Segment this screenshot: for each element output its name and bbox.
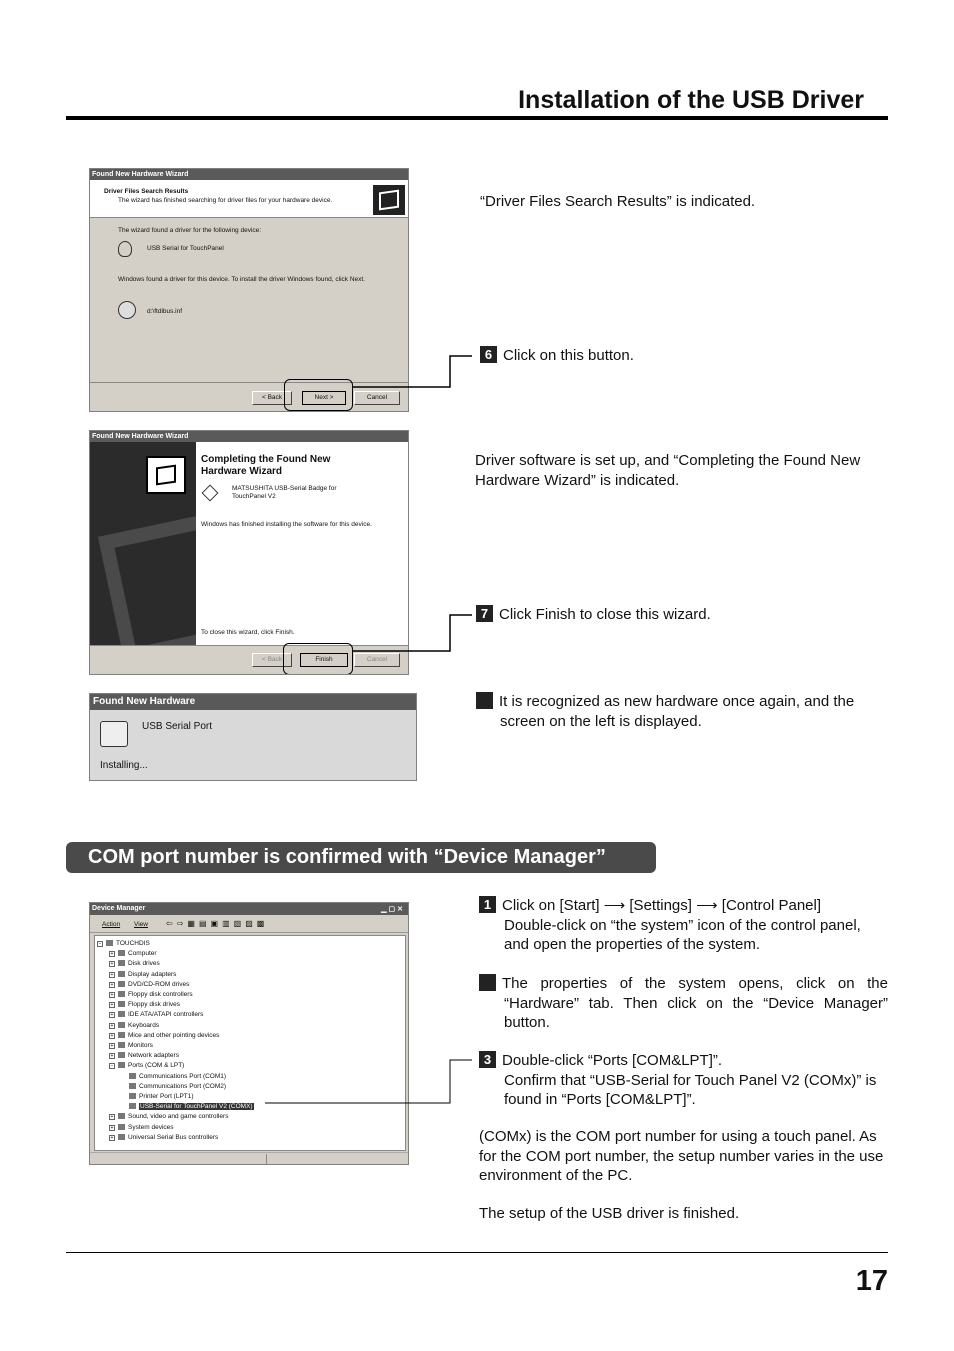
menu-view[interactable]: View [134, 921, 148, 928]
tree-label: Printer Port (LPT1) [139, 1093, 194, 1100]
tree-label: Ports (COM & LPT) [128, 1062, 185, 1070]
device-category-icon [118, 1042, 125, 1048]
tree-label: Sound, video and game controllers [128, 1113, 229, 1121]
device-name: USB Serial Port [142, 721, 213, 732]
tree-item[interactable] [109, 970, 176, 979]
cancel-button[interactable]: Cancel [354, 391, 400, 405]
device-category-icon [118, 1001, 125, 1007]
tree-root[interactable] [97, 939, 150, 948]
window-title-text: Device Manager [92, 905, 146, 912]
step-number: 7 [476, 605, 493, 622]
tree-port-item[interactable] [129, 1082, 226, 1091]
install-line: Windows found a driver for this device. To install the driver Windows found, click Next. [118, 276, 365, 283]
device-category-icon [129, 1103, 136, 1109]
window-title: Found New Hardware Wizard [90, 431, 408, 442]
question-device-icon [118, 241, 132, 257]
device-name: MATSUSHITA USB-Serial Badge for TouchPanel V2 [232, 485, 337, 500]
arrow-right-icon: ⟶ [603, 897, 626, 914]
cancel-button[interactable]: Cancel [354, 653, 400, 667]
screenshot-completing-wizard [89, 430, 409, 675]
status-text: Installing... [100, 760, 148, 771]
tree-item[interactable] [109, 1051, 179, 1060]
found-line: The wizard found a driver for the following device: [118, 227, 262, 234]
window-title: Found New Hardware [90, 694, 416, 710]
page-number: 17 [855, 1265, 888, 1297]
tree-item[interactable] [109, 959, 160, 968]
tree-label: Disk drives [128, 960, 160, 968]
tree-item[interactable] [109, 1112, 228, 1121]
settings-label: [Settings] [629, 897, 692, 914]
control-panel-label: [Control Panel] [721, 897, 822, 914]
title-rule [66, 116, 888, 120]
step-text: It is recognized as new hardware once again, and the screen on the left is displayed. [499, 693, 855, 730]
expand-icon[interactable]: + [110, 1012, 114, 1019]
separator [90, 645, 409, 646]
tree-label: Monitors [128, 1042, 153, 1049]
expand-icon[interactable]: + [110, 1022, 114, 1029]
device-category-icon [118, 950, 125, 956]
tree-label: DVD/CD-ROM drives [128, 980, 190, 988]
step-text: Click on this button. [503, 347, 634, 364]
device-category-icon [118, 1113, 125, 1119]
device-category-icon [118, 960, 125, 966]
step-number: 3 [479, 1051, 496, 1068]
tree-label: Display adapters [128, 970, 177, 978]
driver-file: d:\ftdibus.inf [147, 308, 183, 315]
driver-setup-text: Driver software is set up, and “Completing the Found New Hardware Wizard” is indicated. [475, 452, 861, 489]
hardware-icon [373, 185, 405, 215]
back-button[interactable]: < Back [252, 391, 292, 405]
next-button[interactable]: Next > [302, 391, 346, 405]
step-1-detail: Double-click on “the system” icon of the control panel, and open the properties of the system. [504, 916, 861, 953]
step-text: The properties of the system opens, click on the “Hardware” tab. Then click on the “Device Manager” button. [502, 975, 888, 1031]
device-category-icon [118, 1011, 125, 1017]
step-number: 2 [479, 974, 496, 991]
tree-label: Floppy disk drives [128, 1001, 181, 1009]
device-category-icon [118, 1134, 125, 1140]
step-number: 6 [480, 346, 497, 363]
footer-rule [66, 1252, 888, 1253]
tree-port-item[interactable] [129, 1102, 254, 1111]
expand-icon[interactable]: + [110, 1032, 114, 1039]
tree-item[interactable] [109, 1133, 218, 1142]
wizard-subheading: The wizard has finished searching for driver files for your hardware device. [118, 197, 333, 204]
next-button-highlight [284, 379, 353, 411]
wizard-heading: Completing the Found New Hardware Wizard [201, 454, 331, 477]
expand-icon[interactable]: + [110, 1124, 114, 1131]
window-title [90, 903, 408, 915]
tree-label: Network adapters [128, 1052, 179, 1060]
expand-icon[interactable]: − [98, 941, 102, 947]
tree-item[interactable] [109, 980, 189, 989]
step-text: Double-click “Ports [COM&LPT]”. [502, 1052, 723, 1069]
close-line: To close this wizard, click Finish. [201, 629, 295, 636]
device-category-icon [118, 1022, 125, 1028]
back-button[interactable]: < Back [252, 653, 292, 667]
finish-button-highlight [283, 643, 353, 675]
separator [90, 382, 409, 383]
device-category-icon [118, 1052, 125, 1058]
device-category-icon [118, 981, 125, 987]
expand-icon[interactable]: + [110, 1114, 114, 1121]
window-controls-icon: ▁▢✕ [381, 906, 405, 913]
tree-label: Mice and other pointing devices [128, 1031, 220, 1039]
expand-icon[interactable]: + [110, 971, 114, 978]
section-header: COM port number is confirmed with “Device Manager” [66, 842, 656, 873]
device-category-icon [118, 1032, 125, 1038]
tree-item[interactable] [109, 949, 157, 958]
expand-icon[interactable]: + [110, 961, 114, 968]
tree-item[interactable] [109, 1010, 203, 1019]
finished-note: The setup of the USB driver is finished. [479, 1205, 740, 1222]
finished-line: Windows has finished installing the software for this device. [201, 521, 372, 528]
device-name: USB Serial for TouchPanel [147, 245, 224, 252]
cd-icon [118, 301, 136, 319]
device-category-icon [118, 1062, 125, 1068]
start-label: Click on [Start] [502, 897, 600, 914]
serial-port-icon [100, 721, 128, 747]
tree-item[interactable] [109, 1021, 159, 1030]
tree-port-item[interactable] [129, 1092, 194, 1101]
tree-label: System devices [128, 1123, 174, 1131]
step-text: Click Finish to close this wizard. [499, 606, 711, 623]
window-title: Found New Hardware Wizard [90, 169, 408, 180]
tree-label: Communications Port (COM1) [139, 1072, 227, 1080]
tree-label: TOUCHDIS [116, 940, 150, 947]
device-category-icon [106, 940, 113, 946]
page-title: Installation of the USB Driver [518, 86, 864, 114]
tree-label: Floppy disk controllers [128, 991, 193, 998]
expand-icon[interactable]: + [110, 1002, 114, 1009]
tree-label: USB-Serial for TouchPanel V2 (COMX) [140, 1103, 253, 1111]
arrow-right-icon: ⟶ [696, 897, 718, 914]
device-category-icon [118, 991, 125, 997]
screenshot-found-new-hardware [89, 693, 417, 781]
expand-icon[interactable]: + [110, 992, 114, 998]
step-6 [480, 346, 888, 366]
toolbar [90, 915, 408, 933]
tree-item[interactable] [109, 1000, 180, 1009]
tree-label: IDE ATA/ATAPI controllers [128, 1011, 204, 1019]
section-step-1 [479, 896, 888, 955]
step-number: 1 [479, 896, 496, 913]
device-category-icon [129, 1073, 136, 1079]
tree-port-item[interactable] [129, 1072, 226, 1081]
tree-item[interactable] [109, 990, 193, 999]
toolbar-icons[interactable]: ⇦⇨▦▤▣▥▧▨▩ [166, 919, 269, 928]
tree-label: Communications Port (COM2) [139, 1082, 227, 1090]
expand-icon[interactable]: − [110, 1063, 114, 1070]
screenshot-driver-search-results [89, 168, 409, 412]
tree-item[interactable] [109, 1123, 174, 1132]
step-3-detail: Confirm that “USB-Serial for Touch Panel V2 (COMx)” is found in “Ports [COM&LPT]”. [504, 1071, 877, 1108]
step-7 [476, 605, 888, 625]
wizard-heading: Driver Files Search Results [104, 188, 189, 195]
search-results-text: “Driver Files Search Results” is indicated. [480, 193, 756, 210]
expand-icon[interactable]: + [110, 951, 114, 958]
wizard-header [90, 180, 409, 218]
device-category-icon [118, 1124, 125, 1130]
wizard-icon [146, 456, 186, 494]
menu-action[interactable]: Action [102, 921, 121, 928]
section-step-2 [471, 974, 888, 1033]
device-diamond-icon [202, 485, 219, 502]
section-step-3 [479, 1051, 888, 1110]
device-category-icon [118, 971, 125, 977]
tree-item[interactable] [109, 1041, 153, 1050]
tree-item[interactable] [109, 1031, 219, 1040]
wizard-side-banner [90, 442, 196, 645]
step-8 [468, 692, 888, 731]
device-category-icon [129, 1093, 136, 1099]
expand-icon[interactable]: + [110, 981, 114, 988]
device-category-icon [129, 1083, 136, 1089]
screenshot-device-manager [89, 902, 409, 1165]
tree-label: Universal Serial Bus controllers [128, 1133, 219, 1141]
tree-item[interactable] [109, 1061, 184, 1070]
expand-icon[interactable]: + [110, 1043, 114, 1049]
device-tree [94, 935, 406, 1151]
com-note: (COMx) is the COM port number for using a touch panel. As for the COM port number, the setup number varies in the use environment of the PC. [479, 1128, 884, 1184]
tree-label: Keyboards [128, 1021, 160, 1029]
expand-icon[interactable]: + [110, 1053, 114, 1060]
status-bar [90, 1152, 408, 1165]
expand-icon[interactable]: + [110, 1134, 114, 1141]
wizard-content [196, 442, 409, 645]
tree-label: Computer [128, 950, 157, 958]
finish-button[interactable]: Finish [300, 653, 348, 667]
step-number: 8 [476, 692, 493, 709]
